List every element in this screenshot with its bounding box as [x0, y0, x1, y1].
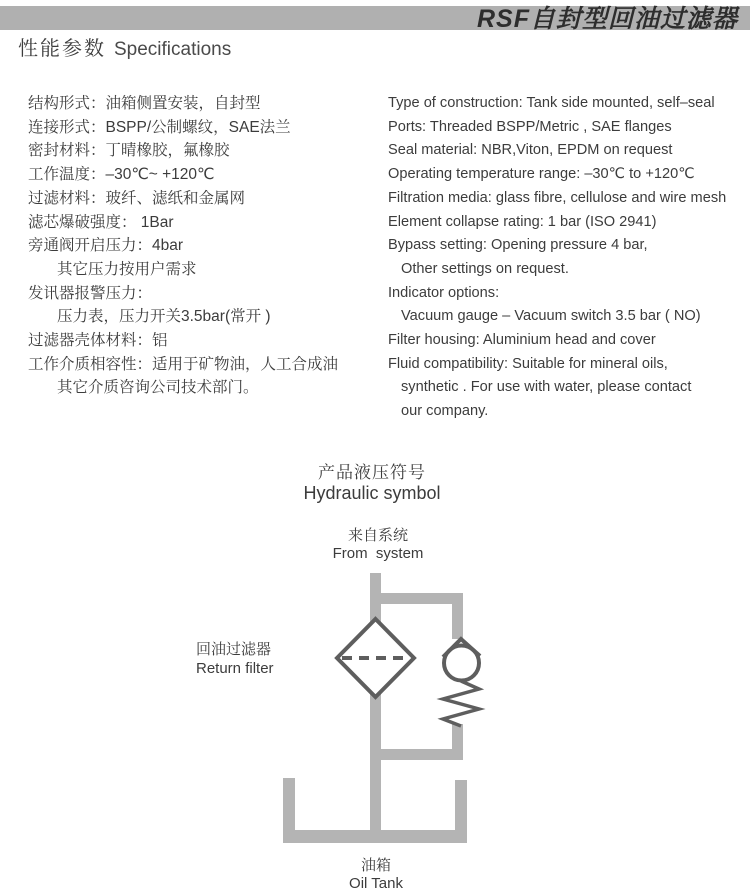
spec-line: 滤芯爆破强度： 1Bar [28, 213, 174, 231]
spec-line: 结构形式：油箱侧置安装，自封型 [28, 95, 261, 112]
spec-line: 工作介质相容性：适用于矿物油，人工合成油 [28, 355, 339, 373]
spec-line: Bypass setting: Opening pressure 4 bar, [388, 237, 648, 254]
check-valve-spring [443, 681, 479, 726]
spec-line: Operating temperature range: –30℃ to +120℃ [388, 166, 695, 183]
page-title: RSF自封型回油过滤器 [476, 4, 738, 33]
return-filter-label [196, 641, 274, 678]
spec-line: Seal material: NBR,Viton, EPDM on request [388, 142, 673, 159]
diagram-title-en: Hydraulic symbol [303, 483, 441, 503]
spec-line: 压力表，压力开关3.5bar(常开 ) [57, 308, 271, 326]
spec-line: Element collapse rating: 1 bar (ISO 2941) [388, 213, 657, 230]
section-title-en: Specifications [114, 39, 232, 60]
pipe-bottom-branch [375, 749, 463, 760]
spec-line: 过滤器壳体材料：铝 [28, 332, 168, 350]
diagram-title-zh: 产品液压符号 [318, 463, 426, 482]
spec-line: Fluid compatibility: Suitable for mineral oils, [388, 355, 668, 372]
spec-line: 密封材料：丁晴橡胶，氟橡胶 [28, 142, 230, 160]
pipe-right-upper [452, 593, 463, 639]
spec-line: Vacuum gauge – Vacuum switch 3.5 bar ( NO) [401, 308, 701, 325]
spec-line: 连接形式：BSPP/公制螺纹，SAE法兰 [28, 118, 291, 136]
from-system-label-zh: 来自系统 [347, 527, 408, 544]
spec-line: Indicator options: [388, 284, 500, 301]
tank-bottom [283, 830, 467, 843]
spec-line: Filter housing: Aluminium head and cover [388, 332, 656, 349]
return-filter-label-en: Return filter [196, 659, 274, 677]
pipe-top-branch [370, 593, 463, 604]
from-system-label-en: From system [332, 544, 424, 562]
spec-line: 过滤材料：玻纤、滤纸和金属网 [28, 189, 246, 207]
spec-line: 其它介质咨询公司技术部门。 [57, 379, 259, 397]
spec-line: synthetic . For use with water, please contact [401, 379, 692, 396]
pipe-main-vertical [370, 573, 381, 842]
section-title-zh: 性能参数 [18, 38, 106, 60]
spec-line: Filtration media: glass fibre, cellulose and wire mesh [388, 189, 727, 206]
spec-line: our company. [401, 403, 489, 420]
spec-line: 旁通阀开启压力：4bar [28, 237, 184, 255]
spec-line: 发讯器报警压力： [28, 284, 153, 302]
oil-tank-label [300, 857, 452, 893]
spec-line: Type of construction: Tank side mounted, self–seal [388, 95, 715, 111]
oil-tank-label-zh: 油箱 [360, 857, 391, 874]
spec-line: 工作温度：–30℃~ +120℃ [28, 166, 215, 184]
spec-line: Ports: Threaded BSPP/Metric , SAE flanges [388, 118, 672, 135]
spec-line: Other settings on request. [401, 260, 569, 277]
oil-tank-label-en: Oil Tank [349, 875, 403, 892]
return-filter-label-zh: 回油过滤器 [196, 641, 272, 658]
spec-line: 其它压力按用户需求 [57, 260, 197, 278]
